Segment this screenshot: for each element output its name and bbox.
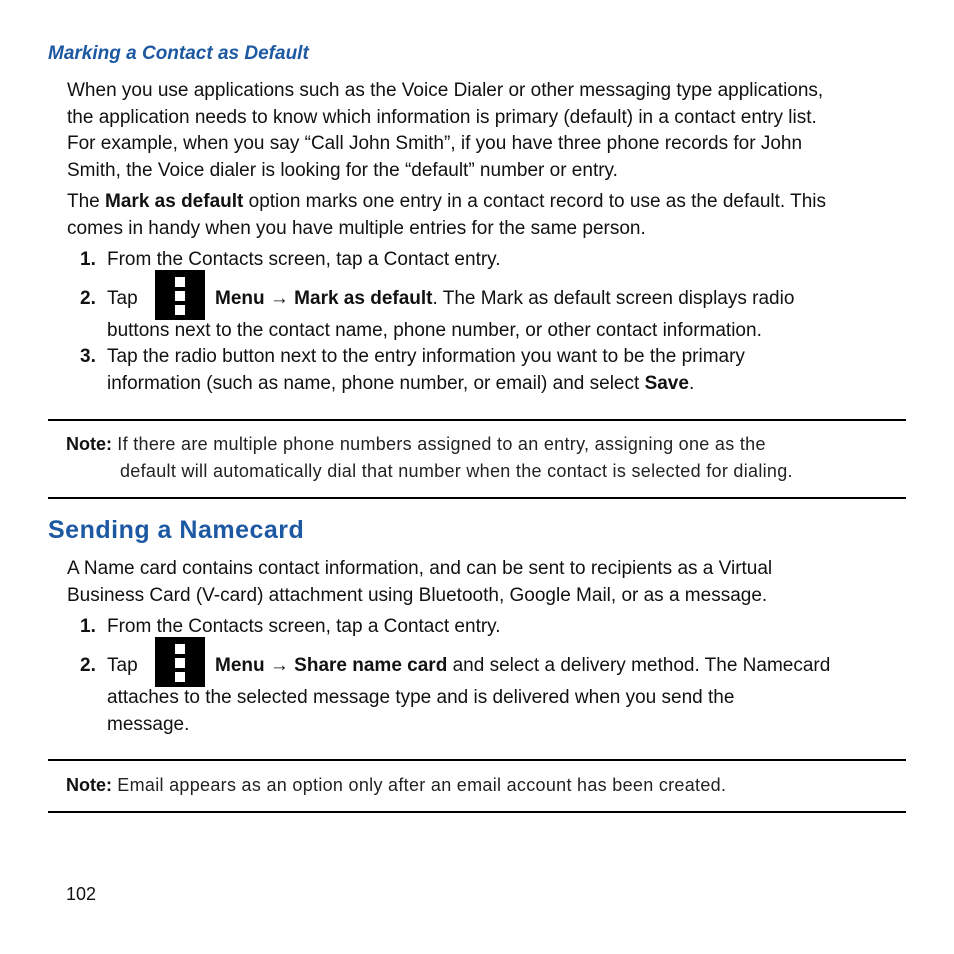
bold-term: Mark as default xyxy=(105,191,244,212)
text-line: attaches to the selected message type and is delivered when you send the xyxy=(107,687,735,708)
intro-paragraph xyxy=(67,78,907,184)
text: If there are multiple phone numbers assigned to an entry, assigning one as the xyxy=(112,434,766,454)
text-line: When you use applications such as the Voice Dialer or other messaging type applications, xyxy=(67,80,824,101)
namecard-paragraph xyxy=(67,556,907,609)
menu-icon xyxy=(155,637,205,687)
arrow: → xyxy=(269,288,289,309)
step-text: buttons next to the contact name, phone number, or other contact information. xyxy=(107,320,762,341)
step-number: 2. xyxy=(80,288,96,309)
bold-term: Save xyxy=(644,372,689,394)
page-number: 102 xyxy=(66,884,97,904)
divider xyxy=(48,497,906,499)
step-text xyxy=(107,685,907,738)
text-line: Tap the radio button next to the entry information you want to be the primary xyxy=(107,346,745,367)
text-line: message. xyxy=(107,713,190,735)
text-line xyxy=(67,189,907,216)
text-line: A Name card contains contact information, and can be sent to recipients as a Virtual xyxy=(67,558,773,579)
text-line xyxy=(66,772,896,799)
text-line xyxy=(107,371,907,398)
text: . The Mark as default screen displays radio xyxy=(432,288,795,309)
note-box xyxy=(66,431,896,485)
text-line: default will automatically dial that number when the contact is selected for dialing. xyxy=(120,461,793,481)
step-text: From the Contacts screen, tap a Contact entry. xyxy=(107,616,501,637)
step-text xyxy=(215,653,905,680)
text-line: comes in handy when you have multiple entries for the same person. xyxy=(67,217,646,239)
text: information (such as name, phone number, or email) and select xyxy=(107,372,645,394)
step-text xyxy=(107,344,907,397)
section-heading: Sending a Namecard xyxy=(48,516,305,544)
text-line: Business Card (V-card) attachment using Bluetooth, Google Mail, or as a message. xyxy=(67,584,768,606)
note-label: Note: xyxy=(66,434,112,454)
arrow: → xyxy=(269,655,289,676)
mark-default-paragraph xyxy=(67,189,907,242)
text: option marks one entry in a contact record to use as the default. This xyxy=(243,191,826,212)
text-line: the application needs to know which information is primary (default) in a contact entry list. xyxy=(67,106,817,128)
divider xyxy=(48,759,906,761)
section-subheading: Marking a Contact as Default xyxy=(48,43,309,64)
step-number: 1. xyxy=(80,616,96,637)
menu-icon xyxy=(155,270,205,320)
note-label: Note: xyxy=(66,775,112,795)
step-number: 3. xyxy=(80,346,96,367)
text: The xyxy=(67,191,106,212)
text: Tap xyxy=(107,655,138,676)
divider xyxy=(48,419,906,421)
divider xyxy=(48,811,906,813)
step-text xyxy=(215,286,905,313)
text: . xyxy=(688,372,695,394)
text-line: Smith, the Voice dialer is looking for the “default” number or entry. xyxy=(67,159,618,181)
text: Tap xyxy=(107,288,138,309)
text-line xyxy=(66,431,896,458)
menu-label: Menu xyxy=(215,288,265,309)
step-number: 1. xyxy=(80,249,96,270)
bold-term: Share name card xyxy=(294,655,448,676)
step-text: From the Contacts screen, tap a Contact entry. xyxy=(107,249,501,270)
menu-label: Menu xyxy=(215,655,265,676)
step-number: 2. xyxy=(80,655,96,676)
note-box xyxy=(66,772,896,799)
bold-term: Mark as default xyxy=(294,288,433,309)
text-line: For example, when you say “Call John Smith”, if you have three phone records for John xyxy=(67,133,803,154)
text: Email appears as an option only after an email account has been created. xyxy=(112,775,727,795)
text: and select a delivery method. The Namecard xyxy=(447,655,831,676)
